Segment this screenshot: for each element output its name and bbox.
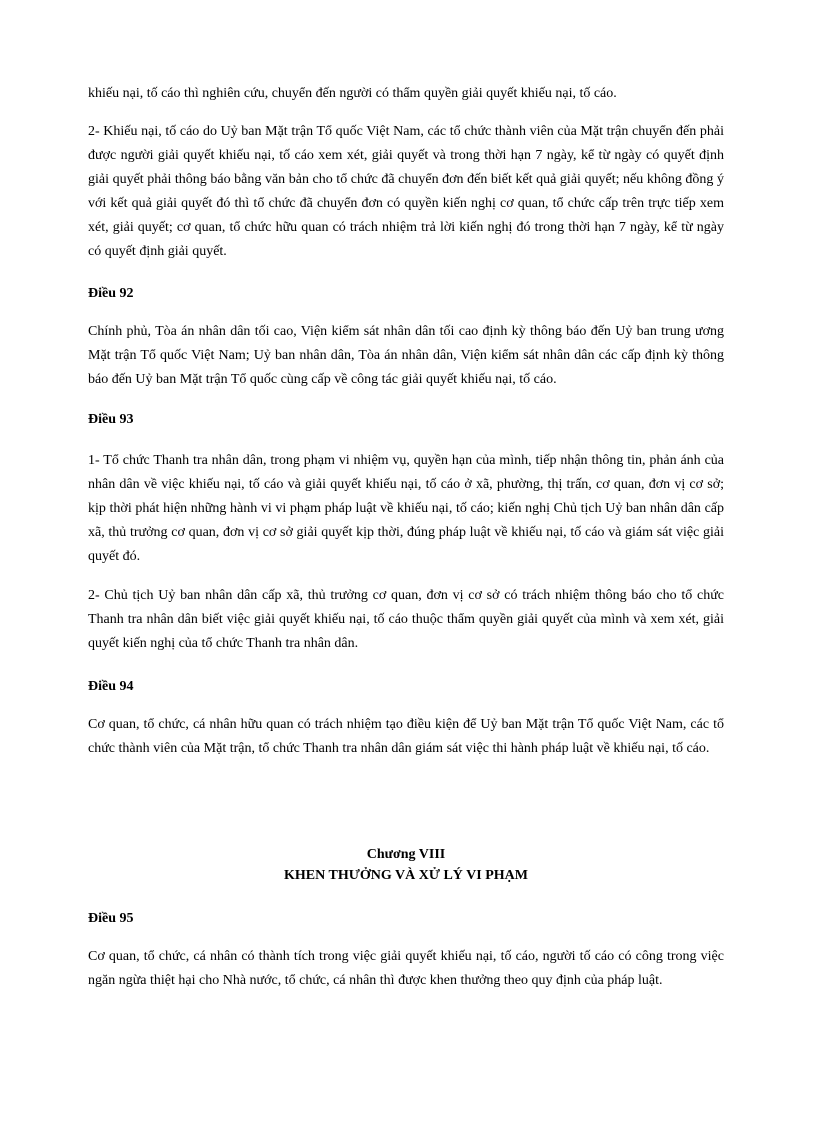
paragraph-article91-clause2: 2- Khiếu nại, tố cáo do Uỷ ban Mặt trận Tổ quốc Việt Nam, các tổ chức thành viên của Mặt trận chuyển đến phải được người giải quyết khiếu nại, tố cáo xem xét, giải quyết và trong thời hạn 7 ngày, kể từ ngày có quyết định giải quyết phải thông báo bằng văn bản cho tổ chức đã chuyển đơn đến biết kết quả giải quyết; nếu không đồng ý với kết quả giải quyết đó thì tổ chức đã chuyển đơn có quyền kiến nghị cơ quan, tổ chức cấp trên trực tiếp xem xét, giải quyết; cơ quan, tổ chức hữu quan có trách nhiệm trả lời kiến nghị đó trong thời hạn 7 ngày, kể từ ngày có quyết định giải quyết. <box>88 124 724 259</box>
article-94-heading: Điều 94 <box>88 679 134 694</box>
article-93-heading: Điều 93 <box>88 412 134 427</box>
article-92-heading: Điều 92 <box>88 286 134 301</box>
article-92-body: Chính phủ, Tòa án nhân dân tối cao, Viện kiểm sát nhân dân tối cao định kỳ thông báo đến Uỷ ban trung ương Mặt trận Tổ quốc Việt Nam; Uỷ ban nhân dân, Tòa án nhân dân, Viện kiểm sát nhân dân các cấp định kỳ thông báo đến Uỷ ban Mặt trận Tổ quốc cùng cấp về công tác giải quyết khiếu nại, tố cáo. <box>88 324 724 387</box>
article-93-clause1: 1- Tổ chức Thanh tra nhân dân, trong phạm vi nhiệm vụ, quyền hạn của mình, tiếp nhận thông tin, phản ánh của nhân dân về việc khiếu nại, tố cáo và giải quyết khiếu nại, tố cáo ở xã, phường, thị trấn, cơ quan, đơn vị cơ sở; kịp thời phát hiện những hành vi vi phạm pháp luật về khiếu nại, tố cáo; kiến nghị Chủ tịch Uỷ ban nhân dân cấp xã, thủ trưởng cơ quan, đơn vị cơ sở giải quyết kịp thời, đúng pháp luật về khiếu nại, tố cáo và giám sát việc giải quyết đó. <box>88 453 724 564</box>
chapter-number: Chương VIII <box>366 847 446 862</box>
article-94-body: Cơ quan, tổ chức, cá nhân hữu quan có trách nhiệm tạo điều kiện để Uỷ ban Mặt trận Tổ quốc Việt Nam, các tổ chức thành viên của Mặt trận, tổ chức Thanh tra nhân dân giám sát việc thi hành pháp luật về khiếu nại, tố cáo. <box>88 717 724 756</box>
article-95-body: Cơ quan, tổ chức, cá nhân có thành tích trong việc giải quyết khiếu nại, tố cáo, người tố cáo có công trong việc ngăn ngừa thiệt hại cho Nhà nước, tổ chức, cá nhân thì được khen thưởng theo quy định của pháp luật. <box>88 949 724 988</box>
article-95-heading: Điều 95 <box>88 911 134 926</box>
paragraph-continuation: khiếu nại, tố cáo thì nghiên cứu, chuyển đến người có thẩm quyền giải quyết khiếu nại, tố cáo. <box>88 86 617 101</box>
article-93-clause2: 2- Chủ tịch Uỷ ban nhân dân cấp xã, thủ trưởng cơ quan, đơn vị cơ sở có trách nhiệm thông báo cho tổ chức Thanh tra nhân dân biết việc giải quyết khiếu nại, tố cáo thuộc thẩm quyền giải quyết của mình và xem xét, giải quyết kiến nghị của tổ chức Thanh tra nhân dân. <box>88 588 724 651</box>
chapter-title: KHEN THƯỞNG VÀ XỬ LÝ VI PHẠM <box>284 868 528 883</box>
